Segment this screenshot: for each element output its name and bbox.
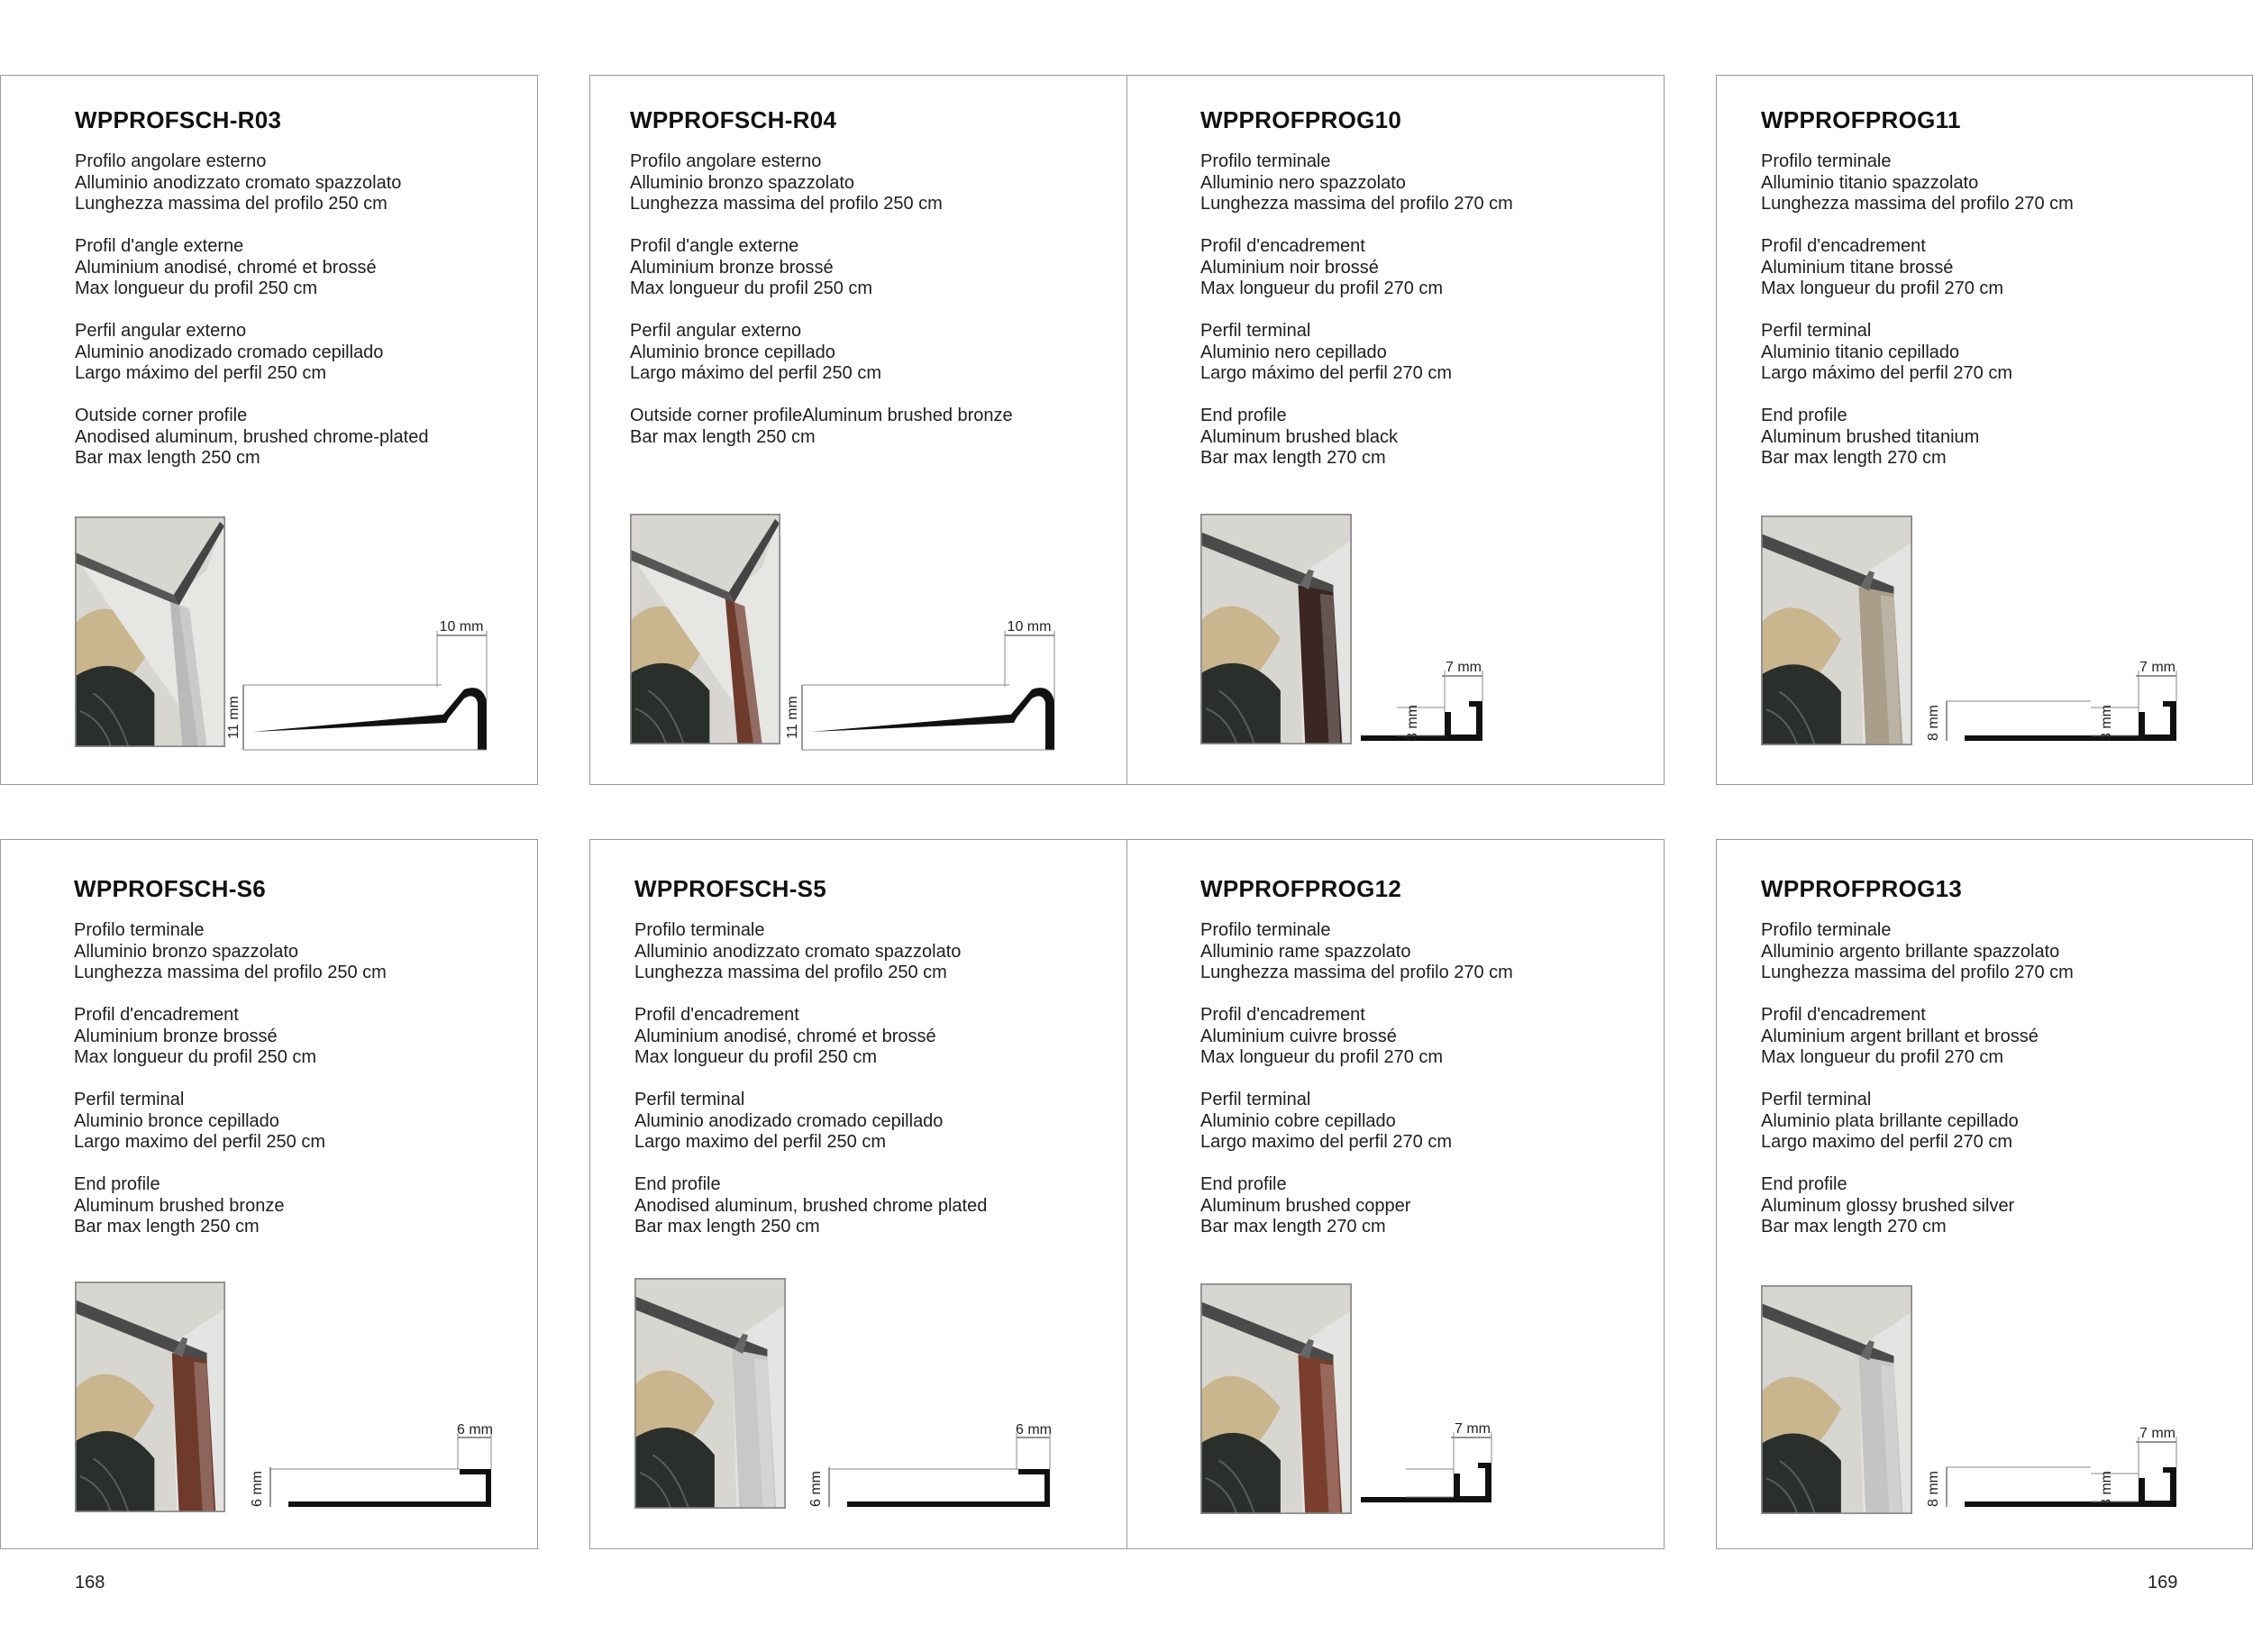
description-language-block [634,1090,987,1154]
description-line: Profilo angolare esterno [75,151,267,171]
product-photo-image [1762,1286,1911,1513]
description-language-block [630,321,1013,385]
profile-section-step [1965,701,2176,741]
product-photo [1761,1285,1912,1514]
description-line: End profile [1200,1174,1287,1194]
description-line: Alluminio nero spazzolato [1200,172,1406,193]
description-line: Lunghezza massima del profilo 250 cm [634,963,947,982]
description-language-block [1200,920,1513,984]
description-line: Profilo angolare esterno [630,151,822,171]
profile-technical-drawing [802,1406,1063,1523]
product-photo [75,1282,225,1512]
page-number-left: 168 [75,1573,105,1593]
description-line: Max longueur du profil 270 cm [1761,278,2004,298]
description-line: Perfil angular externo [75,321,247,341]
description-line: Aluminium argent brillant et brossé [1761,1026,2039,1046]
description-line: Perfil terminal [1761,1090,1872,1109]
dim-label-height: 11 mm [785,696,800,739]
description-line: Max longueur du profil 270 cm [1761,1047,2004,1067]
description-line: Profil d'encadrement [1200,236,1365,256]
description-line: Max longueur du profil 250 cm [74,1047,317,1067]
description-language-block [1200,1174,1513,1238]
dim-label-inner: 3 mm [2099,705,2114,741]
description-line: Lunghezza massima del profilo 270 cm [1761,194,2074,214]
description-line: Anodised aluminum, brushed chrome plated [634,1195,988,1216]
description-line: Largo máximo del perfil 250 cm [630,363,882,383]
dim-label-width: 10 mm [439,619,484,634]
description-language-block [1200,1005,1513,1069]
product-photo-image [1762,516,1911,744]
description-language-block [1761,151,2074,215]
description-line: Lunghezza massima del profilo 270 cm [1200,963,1513,982]
description-line: End profile [1200,406,1287,425]
description-line: Max longueur du profil 250 cm [634,1047,878,1067]
description-line: Outside corner profile [75,406,248,425]
product-description [1200,151,1513,470]
dim-label-width: 7 mm [1455,1421,1491,1437]
description-line: Profil d'encadrement [74,1005,239,1025]
description-line: Largo maximo del perfil 250 cm [74,1132,326,1152]
description-line: Aluminio titanio cepillado [1761,342,1960,362]
product-photo [75,516,225,747]
description-line: Perfil terminal [1761,321,1872,341]
profile-cross-section [1920,631,2190,757]
description-language-block [75,236,428,300]
description-line: Profil d'encadrement [634,1005,799,1025]
product-description [630,151,1013,448]
description-line: Aluminium bronze brossé [630,257,834,278]
profile-technical-drawing [1920,1397,2190,1523]
product-photo-image [635,1279,785,1508]
description-line: Alluminio titanio spazzolato [1761,172,1979,193]
description-line: Largo máximo del perfil 250 cm [75,363,327,383]
product-photo [1200,514,1352,744]
description-line: Lunghezza massima del profilo 250 cm [630,194,943,214]
dim-label-width: 7 mm [2139,1426,2175,1441]
description-line: Max longueur du profil 250 cm [75,278,318,298]
description-language-block [74,920,387,984]
profile-cross-section [243,1406,505,1523]
description-language-block [75,321,428,385]
description-line: Profil d'encadrement [1761,236,1926,256]
profile-cross-section [226,595,505,757]
description-language-block [75,406,428,470]
description-language-block [634,1005,987,1069]
product-code: WPPROFSCH-S6 [74,875,267,902]
profile-cross-section [785,595,1072,757]
description-language-block [1761,1174,2074,1238]
dim-label-width: 7 mm [2139,660,2175,675]
description-line: Bar max length 270 cm [1761,1217,1947,1237]
description-line: Bar max length 250 cm [75,448,260,468]
description-line: Perfil angular externo [630,321,802,341]
dim-label-inner: 3 mm [1405,705,1420,741]
description-line: Profilo terminale [634,920,765,940]
product-photo-image [76,1282,224,1511]
description-line: Bar max length 270 cm [1761,448,1947,468]
description-line: Profilo terminale [1200,920,1331,940]
profile-section-channel [288,1469,491,1507]
description-line: Bar max length 270 cm [1200,1217,1386,1237]
description-line: Lunghezza massima del profilo 250 cm [74,963,387,982]
product-description [1761,151,2074,470]
description-line: Alluminio bronzo spazzolato [630,172,855,193]
profile-technical-drawing [226,595,505,757]
description-line: Lunghezza massima del profilo 250 cm [75,194,388,214]
dim-label-height: 6 mm [250,1471,265,1507]
description-line: Alluminio bronzo spazzolato [74,941,299,962]
dim-label-height: 8 mm [1926,1471,1941,1507]
description-language-block [1200,406,1513,470]
description-line: Profilo terminale [1200,151,1331,171]
page-number-right: 169 [2148,1573,2178,1593]
product-description [75,151,428,470]
description-line: Aluminum glossy brushed silver [1761,1195,2015,1216]
dim-label-width: 10 mm [1007,619,1052,634]
description-language-block [1200,236,1513,300]
description-language-block [1761,1090,2074,1154]
profile-technical-drawing [1343,631,1496,757]
description-line: Lunghezza massima del profilo 270 cm [1761,963,2074,982]
description-line: Perfil terminal [74,1090,185,1109]
description-line: End profile [1761,1174,1847,1194]
product-code: WPPROFPROG12 [1200,875,1402,902]
product-code: WPPROFSCH-S5 [634,875,827,902]
description-language-block [1761,236,2074,300]
description-line: Aluminium anodisé, chromé et brossé [75,257,377,278]
product-description [1200,920,1513,1238]
dim-label-width: 6 mm [1016,1422,1052,1438]
profile-section-channel [847,1469,1050,1507]
description-line: Anodised aluminum, brushed chrome-plated [75,426,429,447]
dim-label-inner: 3 mm [2099,1471,2114,1507]
description-line: Perfil terminal [634,1090,745,1109]
description-line: End profile [1761,406,1847,425]
description-line: Aluminio plata brillante cepillado [1761,1110,2019,1131]
profile-cross-section [802,1406,1063,1523]
description-line: Bar max length 270 cm [1200,448,1386,468]
description-line: Largo máximo del perfil 270 cm [1200,363,1453,383]
description-line: Bar max length 250 cm [630,426,816,447]
description-language-block [630,406,1013,448]
description-line: Perfil terminal [1200,321,1311,341]
description-line: Alluminio rame spazzolato [1200,941,1411,962]
description-line: Perfil terminal [1200,1090,1311,1109]
product-code: WPPROFSCH-R04 [630,106,837,133]
profile-section-curve [1009,688,1054,750]
description-line: Aluminium cuivre brossé [1200,1026,1397,1046]
product-description [634,920,987,1238]
description-line: Bar max length 250 cm [74,1217,260,1237]
description-line: Aluminum brushed black [1200,426,1398,447]
description-line: Profil d'angle externe [630,236,799,256]
description-language-block [1761,1005,2074,1069]
description-language-block [630,151,1013,215]
description-line: Profilo terminale [74,920,205,940]
description-line: Profil d'angle externe [75,236,244,256]
description-line: End profile [74,1174,160,1194]
description-line: Aluminio cobre cepillado [1200,1110,1396,1131]
description-language-block [1200,321,1513,385]
dim-label-height: 6 mm [808,1471,824,1507]
description-language-block [74,1005,387,1069]
description-line: Profilo terminale [1761,920,1892,940]
description-language-block [75,151,428,215]
description-language-block [634,1174,987,1238]
description-language-block [634,920,987,984]
profile-technical-drawing [1343,1392,1505,1519]
description-language-block [1761,321,2074,385]
product-photo-image [1201,1284,1351,1513]
description-line: Bar max length 250 cm [634,1217,820,1237]
profile-technical-drawing [785,595,1072,757]
profile-cross-section [1920,1397,2190,1523]
description-line: Largo máximo del perfil 270 cm [1761,363,2013,383]
description-language-block [74,1174,387,1238]
product-photo [1761,516,1912,745]
description-language-block [74,1090,387,1154]
profile-cross-section [1343,631,1496,757]
description-line: Aluminum brushed titanium [1761,426,1980,447]
description-line: End profile [634,1174,721,1194]
description-line: Aluminio bronce cepillado [630,342,835,362]
description-line: Profilo terminale [1761,151,1892,171]
description-line: Lunghezza massima del profilo 270 cm [1200,194,1513,214]
description-language-block [1200,151,1513,215]
profile-technical-drawing [243,1406,505,1523]
description-language-block [1761,406,2074,470]
description-language-block [1200,1090,1513,1154]
profile-section-wedge [811,714,1018,732]
description-line: Largo maximo del perfil 270 cm [1761,1132,2013,1152]
description-language-block [630,236,1013,300]
description-line: Aluminium noir brossé [1200,257,1379,278]
description-line: Alluminio anodizzato cromato spazzolato [75,172,402,193]
description-line: Aluminium bronze brossé [74,1026,278,1046]
profile-section-step [1965,1467,2176,1507]
product-code: WPPROFPROG11 [1761,106,1961,133]
description-line: Aluminium anodisé, chromé et brossé [634,1026,936,1046]
description-line: Profil d'encadrement [1761,1005,1926,1025]
description-line: Max longueur du profil 250 cm [630,278,873,298]
description-line: Max longueur du profil 270 cm [1200,278,1444,298]
description-line: Max longueur du profil 270 cm [1200,1047,1444,1067]
description-line: Aluminum brushed copper [1200,1195,1411,1216]
dim-label-width: 6 mm [457,1422,493,1438]
description-line: Aluminum brushed bronze [74,1195,285,1216]
dim-label-height: 11 mm [226,696,242,739]
product-description [74,920,387,1238]
description-line: Aluminio bronce cepillado [74,1110,279,1131]
description-line: Largo maximo del perfil 270 cm [1200,1132,1453,1152]
description-language-block [1761,920,2074,984]
dim-label-height: 8 mm [1926,705,1941,741]
description-line: Aluminio nero cepillado [1200,342,1387,362]
description-line: Outside corner profileAluminum brushed bronze [630,406,1013,425]
product-code: WPPROFPROG13 [1761,875,1963,902]
description-line: Alluminio anodizzato cromato spazzolato [634,941,962,962]
product-photo-image [76,517,224,746]
description-line: Alluminio argento brillante spazzolato [1761,941,2060,962]
profile-section-curve [442,688,487,750]
product-code: WPPROFSCH-R03 [75,106,282,133]
product-photo [634,1278,786,1509]
product-photo-image [1201,515,1351,744]
product-photo [1200,1283,1352,1514]
product-photo-image [631,515,780,744]
product-description [1761,920,2074,1238]
description-line: Aluminio anodizado cromado cepillado [75,342,384,362]
profile-cross-section [1343,1392,1505,1519]
product-code: WPPROFPROG10 [1200,106,1402,133]
description-line: Aluminium titane brossé [1761,257,1954,278]
dim-label-width: 7 mm [1446,660,1482,675]
product-photo [630,514,780,744]
description-line: Largo maximo del perfil 250 cm [634,1132,887,1152]
description-line: Profil d'encadrement [1200,1005,1365,1025]
description-line: Aluminio anodizado cromado cepillado [634,1110,944,1131]
profile-section-wedge [252,714,451,732]
profile-technical-drawing [1920,631,2190,757]
